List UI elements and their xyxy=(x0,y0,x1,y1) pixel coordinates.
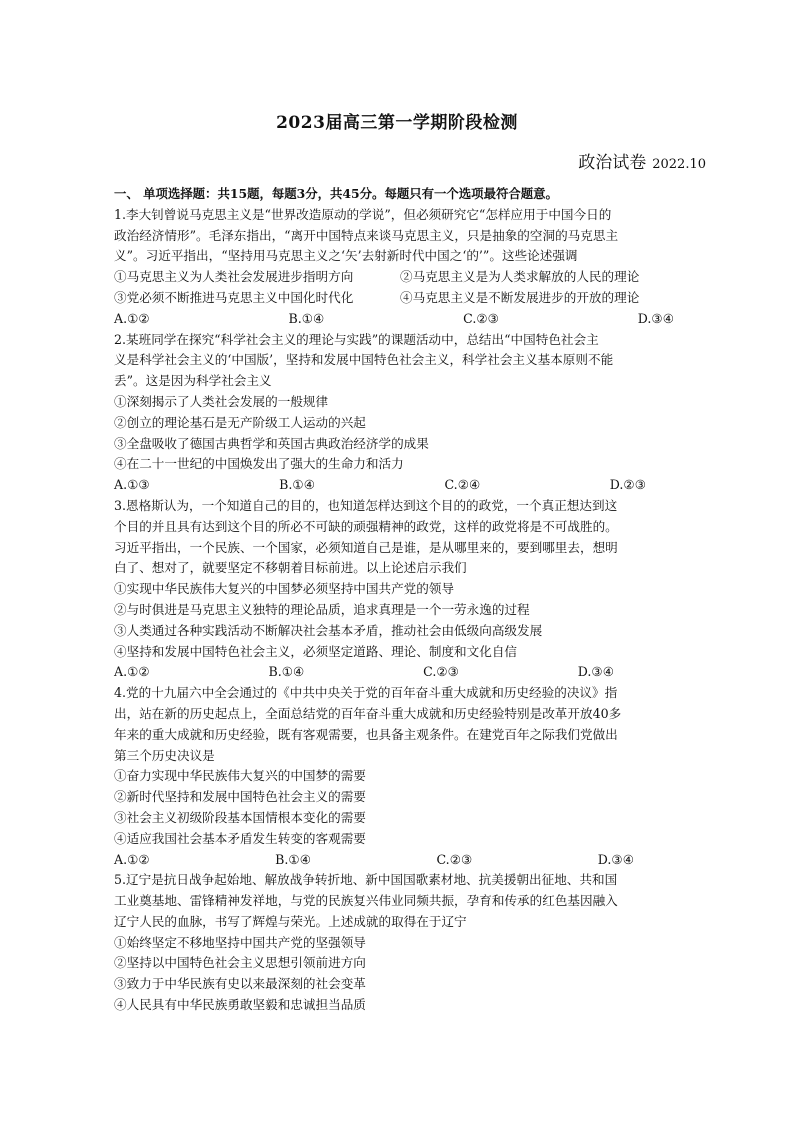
question-4 xyxy=(114,683,684,870)
statement-option: ①深刻揭示了人类社会发展的一般规律 xyxy=(114,393,329,409)
choice-b: B.①④ xyxy=(275,851,312,867)
question-3 xyxy=(114,496,684,683)
question-stem-line: 工业奠基地、雷锋精神发祥地，与党的民族复兴伟业同频共振，孕育和传承的红色基因融入 xyxy=(114,893,618,909)
choice-b: B.①④ xyxy=(279,477,316,493)
statement-option: ②马克思主义是为人类求解放的人民的理论 xyxy=(400,269,640,285)
exam-content xyxy=(114,184,684,1016)
question-stem-line: 义是科学社会主义的‘中国版’，坚持和发展中国特色社会主义，科学社会主义基本原则不能 xyxy=(114,352,614,368)
question-stem-line: 出，站在新的历史起点上，全面总结党的百年奋斗重大成就和历史经验特别是改革开放40多 xyxy=(114,705,622,721)
exam-title: 2023届高三第一学期阶段检测 xyxy=(276,113,518,133)
exam-date: 2022.10 xyxy=(652,157,706,172)
statement-option: ①始终坚定不移地坚持中国共产党的坚强领导 xyxy=(114,934,366,950)
choice-c: C.②④ xyxy=(444,477,481,493)
choice-d: D.③④ xyxy=(577,664,614,680)
option-row xyxy=(114,267,684,288)
question-stem-line: 2.某班同学在探究“科学社会主义的理论与实践”的课题活动中，总结出“中国特色社会主 xyxy=(114,331,599,347)
choice-d: D.②③ xyxy=(609,477,646,493)
statement-option: ④在二十一世纪的中国焕发出了强大的生命力和活力 xyxy=(114,456,404,472)
answer-choices xyxy=(114,850,634,871)
question-stem-line: 丢”。这是因为科学社会主义 xyxy=(114,373,272,389)
statement-option: ③党必须不断推进马克思主义中国化时代化 xyxy=(114,289,354,305)
question-stem-line: 1.李大钊曾说马克思主义是“世界改造原动的学说”，但必须研究它“怎样应用于中国今日的 xyxy=(114,206,612,222)
question-stem-line: 个目的并且具有达到这个目的所必不可缺的顽强精神的政党，这样的政党将是不可战胜的。 xyxy=(114,518,618,534)
statement-option: ②新时代坚持和发展中国特色社会主义的需要 xyxy=(114,789,366,805)
question-stem-line: 4.党的十九届六中全会通过的《中共中央关于党的百年奋斗重大成就和历史经验的决议》指 xyxy=(114,685,618,701)
question-stem-line: 白了、想对了，就要坚定不移朝着目标前进。以上论述启示我们 xyxy=(114,560,467,576)
question-1 xyxy=(114,205,684,330)
answer-choices xyxy=(114,662,614,683)
answer-choices xyxy=(114,475,646,496)
statement-option: ④坚持和发展中国特色社会主义，必须坚定道路、理论、制度和文化自信 xyxy=(114,643,517,659)
statement-option: ②坚持以中国特色社会主义思想引领前进方向 xyxy=(114,955,366,971)
statement-option: ④人民具有中华民族勇敢坚毅和忠诚担当品质 xyxy=(114,997,366,1013)
choice-d: D.③④ xyxy=(597,851,634,867)
question-stem-line: 辽宁人民的血脉，书写了辉煌与荣光。上述成就的取得在于辽宁 xyxy=(114,913,467,929)
question-stem-line: 政治经济情形”。毛泽东指出，“离开中国特点来谈马克思主义，只是抽象的空洞的马克思主 xyxy=(114,227,619,243)
statement-option: ①实现中华民族伟大复兴的中国梦必须坚持中国共产党的领导 xyxy=(114,581,455,597)
subject-label: 政治试卷 xyxy=(578,153,647,173)
question-stem-line: 5.辽宁是抗日战争起始地、解放战争转折地、新中国国歌素材地、抗美援朝出征地、共和国 xyxy=(114,872,618,888)
choice-c: C.②③ xyxy=(436,851,473,867)
question-stem-line: 3.恩格斯认为，一个知道自己的目的，也知道怎样达到这个目的的政党，一个真正想达到这 xyxy=(114,497,618,513)
question-2 xyxy=(114,330,684,496)
statement-option: ④马克思主义是不断发展进步的开放的理论 xyxy=(400,289,640,305)
choice-b: B.①④ xyxy=(268,664,305,680)
answer-choices xyxy=(114,309,674,330)
statement-option: ③人类通过各种实践活动不断解决社会基本矛盾，推动社会由低级向高级发展 xyxy=(114,622,543,638)
option-row xyxy=(114,288,684,309)
statement-option: ①奋力实现中华民族伟大复兴的中国梦的需要 xyxy=(114,768,366,784)
statement-option: ③致力于中华民族有史以来最深刻的社会变革 xyxy=(114,976,366,992)
choice-c: C.②③ xyxy=(423,664,459,680)
statement-option: ③全盘吸收了德国古典哲学和英国古典政治经济学的成果 xyxy=(114,435,429,451)
statement-option: ②与时俱进是马克思主义独特的理论品质，追求真理是一个一劳永逸的过程 xyxy=(114,601,530,617)
question-stem-line: 年来的重大成就和历史经验，既有客观需要，也具备主观条件。在建党百年之际我们党做出 xyxy=(114,726,618,742)
choice-d: D.③④ xyxy=(637,310,674,326)
statement-option: ③社会主义初级阶段基本国情根本变化的需要 xyxy=(114,809,366,825)
statement-option: ④适应我国社会基本矛盾发生转变的客观需要 xyxy=(114,830,366,846)
choice-a: A.①② xyxy=(114,310,150,326)
question-5 xyxy=(114,870,684,1016)
choice-a: A.①③ xyxy=(114,477,150,493)
exam-subtitle xyxy=(578,148,706,173)
statement-option: ②创立的理论基石是无产阶级工人运动的兴起 xyxy=(114,414,366,430)
question-stem-line: 第三个历史决议是 xyxy=(114,747,215,763)
choice-a: A.①② xyxy=(114,664,150,680)
question-stem-line: 义”。习近平指出，“坚持用马克思主义之‘矢’去射新时代中国之‘的’”。这些论述强调 xyxy=(114,248,578,264)
choice-a: A.①② xyxy=(114,851,150,867)
choice-b: B.①④ xyxy=(288,310,325,326)
choice-c: C.②③ xyxy=(463,310,499,326)
section-heading: 一、 单项选择题：共15题，每题3分，共45分。每题只有一个选项最符合题意。 xyxy=(114,186,558,201)
question-stem-line: 习近平指出，一个民族、一个国家，必须知道自己是谁，是从哪里来的，要到哪里去，想明 xyxy=(114,539,618,555)
statement-option: ①马克思主义为人类社会发展进步指明方向 xyxy=(114,269,354,285)
